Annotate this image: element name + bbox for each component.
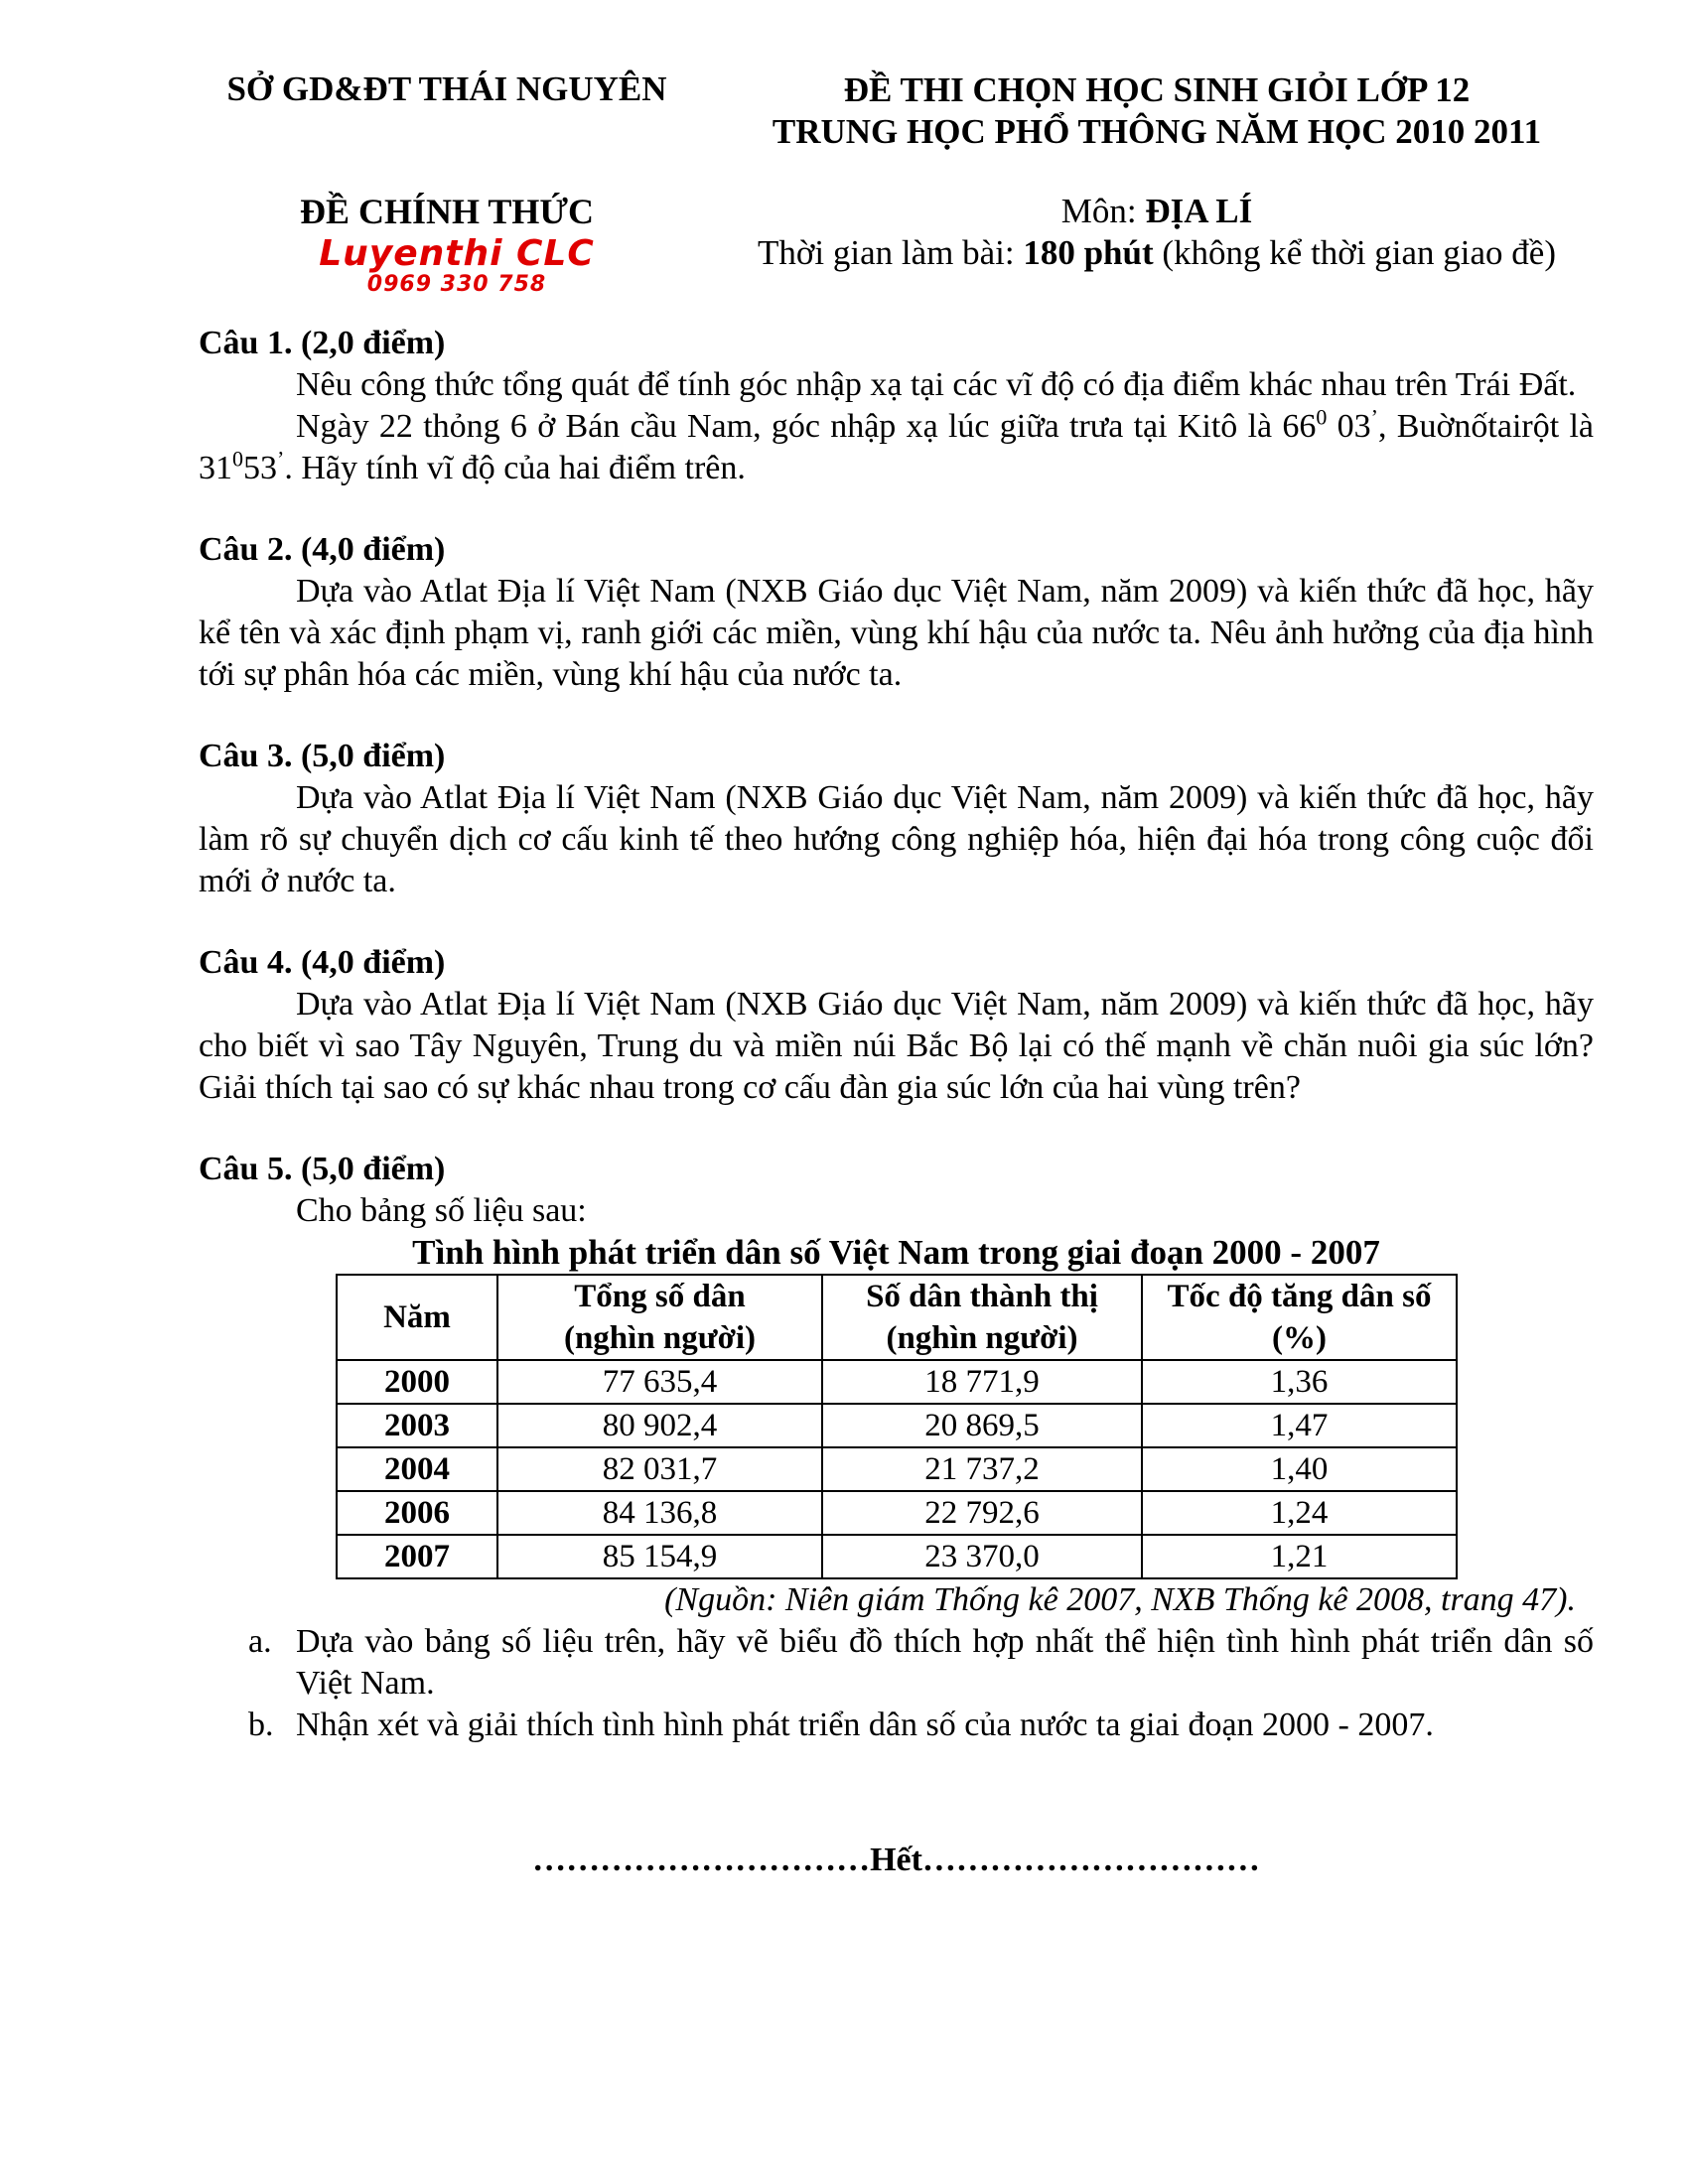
time-line bbox=[730, 232, 1584, 274]
table-row bbox=[337, 1360, 1457, 1404]
cell-urban: 22 792,6 bbox=[822, 1491, 1142, 1535]
table-title: Tình hình phát triển dân số Việt Nam trong giai đoạn 2000 - 2007 bbox=[412, 1233, 1380, 1272]
cell-rate: 1,36 bbox=[1142, 1360, 1457, 1404]
cell-total: 82 031,7 bbox=[497, 1447, 822, 1491]
q1-degree-2: 0 bbox=[232, 446, 243, 472]
cell-total: 77 635,4 bbox=[497, 1360, 822, 1404]
question-2-title: Câu 2. (4,0 điểm) bbox=[199, 531, 446, 568]
watermark-logo bbox=[298, 233, 616, 298]
question-5-intro: Cho bảng số liệu sau: bbox=[296, 1192, 587, 1229]
cell-rate: 1,40 bbox=[1142, 1447, 1457, 1491]
cell-year: 2000 bbox=[337, 1360, 497, 1404]
q1-minute-2: ’ bbox=[277, 446, 285, 472]
cell-rate: 1,24 bbox=[1142, 1491, 1457, 1535]
cell-year: 2004 bbox=[337, 1447, 497, 1491]
header-text: Tốc độ tăng dân số bbox=[1167, 1279, 1432, 1314]
time-note: (không kể thời gian giao đề) bbox=[1153, 233, 1556, 272]
header-growth-rate bbox=[1142, 1275, 1457, 1360]
exam-body bbox=[199, 323, 1594, 1746]
q1-text-c: 03 bbox=[1327, 408, 1371, 445]
exam-title bbox=[730, 69, 1584, 153]
question-5-item-a bbox=[199, 1621, 1594, 1705]
end-marker: …………………………Hết………………………… bbox=[532, 1842, 1260, 1878]
population-table bbox=[336, 1274, 1458, 1579]
subject-value: ĐỊA LÍ bbox=[1145, 192, 1253, 230]
table-row bbox=[337, 1491, 1457, 1535]
item-marker: a. bbox=[248, 1623, 272, 1660]
department-name: SỞ GD&ĐT THÁI NGUYÊN bbox=[226, 69, 667, 108]
q1-degree-1: 0 bbox=[1316, 404, 1328, 430]
item-marker: b. bbox=[248, 1706, 274, 1743]
question-5-item-b bbox=[199, 1705, 1594, 1746]
time-value: 180 phút bbox=[1023, 233, 1154, 272]
cell-rate: 1,47 bbox=[1142, 1404, 1457, 1447]
header-urban-population bbox=[822, 1275, 1142, 1360]
question-1-paragraph-2 bbox=[199, 406, 1594, 489]
table-row bbox=[337, 1535, 1457, 1578]
cell-year: 2006 bbox=[337, 1491, 497, 1535]
time-label: Thời gian làm bài: bbox=[757, 233, 1024, 272]
question-3-title: Câu 3. (5,0 điểm) bbox=[199, 738, 446, 774]
cell-total: 84 136,8 bbox=[497, 1491, 822, 1535]
subject-line bbox=[730, 191, 1584, 232]
cell-total: 80 902,4 bbox=[497, 1404, 822, 1447]
q1-text-g: 53 bbox=[243, 450, 277, 486]
subject-label: Môn: bbox=[1060, 192, 1146, 230]
table-row bbox=[337, 1447, 1457, 1491]
question-1-paragraph-1: Nêu công thức tổng quát để tính góc nhập xạ tại các vĩ độ có địa điểm khác nhau trên Trái Đất. bbox=[296, 366, 1577, 403]
exam-title-line-2: TRUNG HỌC PHỔ THÔNG NĂM HỌC 2010 2011 bbox=[772, 112, 1542, 151]
question-4-paragraph: Dựa vào Atlat Địa lí Việt Nam (NXB Giáo dục Việt Nam, năm 2009) và kiến thức đã học, hãy cho biết vì sao Tây Nguyên, Trung du và miền núi Bắc Bộ lại có thế mạnh về chăn nuôi gia súc lớn? Giải thích tại sao có sự khác nhau trong cơ cấu đàn gia súc lớn của hai vùng trên? bbox=[199, 986, 1594, 1106]
header-unit: (nghìn người) bbox=[886, 1320, 1078, 1356]
item-text: Nhận xét và giải thích tình hình phát triển dân số của nước ta giai đoạn 2000 - 2007. bbox=[296, 1706, 1434, 1743]
exam-title-line-1: ĐỀ THI CHỌN HỌC SINH GIỎI LỚP 12 bbox=[843, 70, 1471, 109]
header-unit: (%) bbox=[1272, 1320, 1327, 1356]
question-1-title: Câu 1. (2,0 điểm) bbox=[199, 325, 446, 361]
subject-block bbox=[730, 191, 1584, 274]
cell-urban: 21 737,2 bbox=[822, 1447, 1142, 1491]
header-year bbox=[337, 1275, 497, 1360]
header-total-population bbox=[497, 1275, 822, 1360]
q1-text-i: . Hãy tính vĩ độ của hai điểm trên. bbox=[284, 450, 746, 486]
cell-rate: 1,21 bbox=[1142, 1535, 1457, 1578]
cell-year: 2003 bbox=[337, 1404, 497, 1447]
question-2-paragraph: Dựa vào Atlat Địa lí Việt Nam (NXB Giáo dục Việt Nam, năm 2009) và kiến thức đã học, hãy kể tên và xác định phạm vị, ranh giới các miền, vùng khí hậu của nước ta. Nêu ảnh hưởng của địa hình tới sự phân hóa các miền, vùng khí hậu của nước ta. bbox=[199, 573, 1594, 693]
official-label: ĐỀ CHÍNH THỨC bbox=[299, 192, 595, 231]
logo-text: Luyenthi CLC bbox=[319, 233, 595, 274]
header-unit: (nghìn người) bbox=[563, 1320, 757, 1356]
q1-text-e: , Buờnốtairột là 31 bbox=[199, 408, 1595, 486]
question-4-title: Câu 4. (4,0 điểm) bbox=[199, 944, 446, 981]
item-text: Dựa vào bảng số liệu trên, hãy vẽ biểu đồ thích hợp nhất thể hiện tình hình phát triển dân số Việt Nam. bbox=[296, 1623, 1594, 1702]
header-text: Số dân thành thị bbox=[866, 1279, 1098, 1314]
cell-total: 85 154,9 bbox=[497, 1535, 822, 1578]
question-5-title: Câu 5. (5,0 điểm) bbox=[199, 1151, 446, 1187]
cell-year: 2007 bbox=[337, 1535, 497, 1578]
question-3-paragraph: Dựa vào Atlat Địa lí Việt Nam (NXB Giáo dục Việt Nam, năm 2009) và kiến thức đã học, hãy làm rõ sự chuyển dịch cơ cấu kinh tế theo hướng công nghiệp hóa, hiện đại hóa trong công cuộc đổi mới ở nước ta. bbox=[199, 779, 1594, 899]
q1-text-a: Ngày 22 thỏng 6 ở Bán cầu Nam, góc nhập xạ lúc giữa trưa tại Kitô là 66 bbox=[296, 408, 1317, 445]
table-header-row bbox=[337, 1275, 1457, 1360]
header-text: Năm bbox=[383, 1299, 451, 1335]
table-row bbox=[337, 1404, 1457, 1447]
table-source: (Nguồn: Niên giám Thống kê 2007, NXB Thống kê 2008, trang 47). bbox=[664, 1581, 1576, 1618]
q1-minute-1: ’ bbox=[1370, 404, 1378, 430]
logo-phone: 0969 330 758 bbox=[366, 272, 547, 297]
header-text: Tổng số dân bbox=[574, 1279, 746, 1314]
cell-urban: 23 370,0 bbox=[822, 1535, 1142, 1578]
cell-urban: 20 869,5 bbox=[822, 1404, 1142, 1447]
cell-urban: 18 771,9 bbox=[822, 1360, 1142, 1404]
